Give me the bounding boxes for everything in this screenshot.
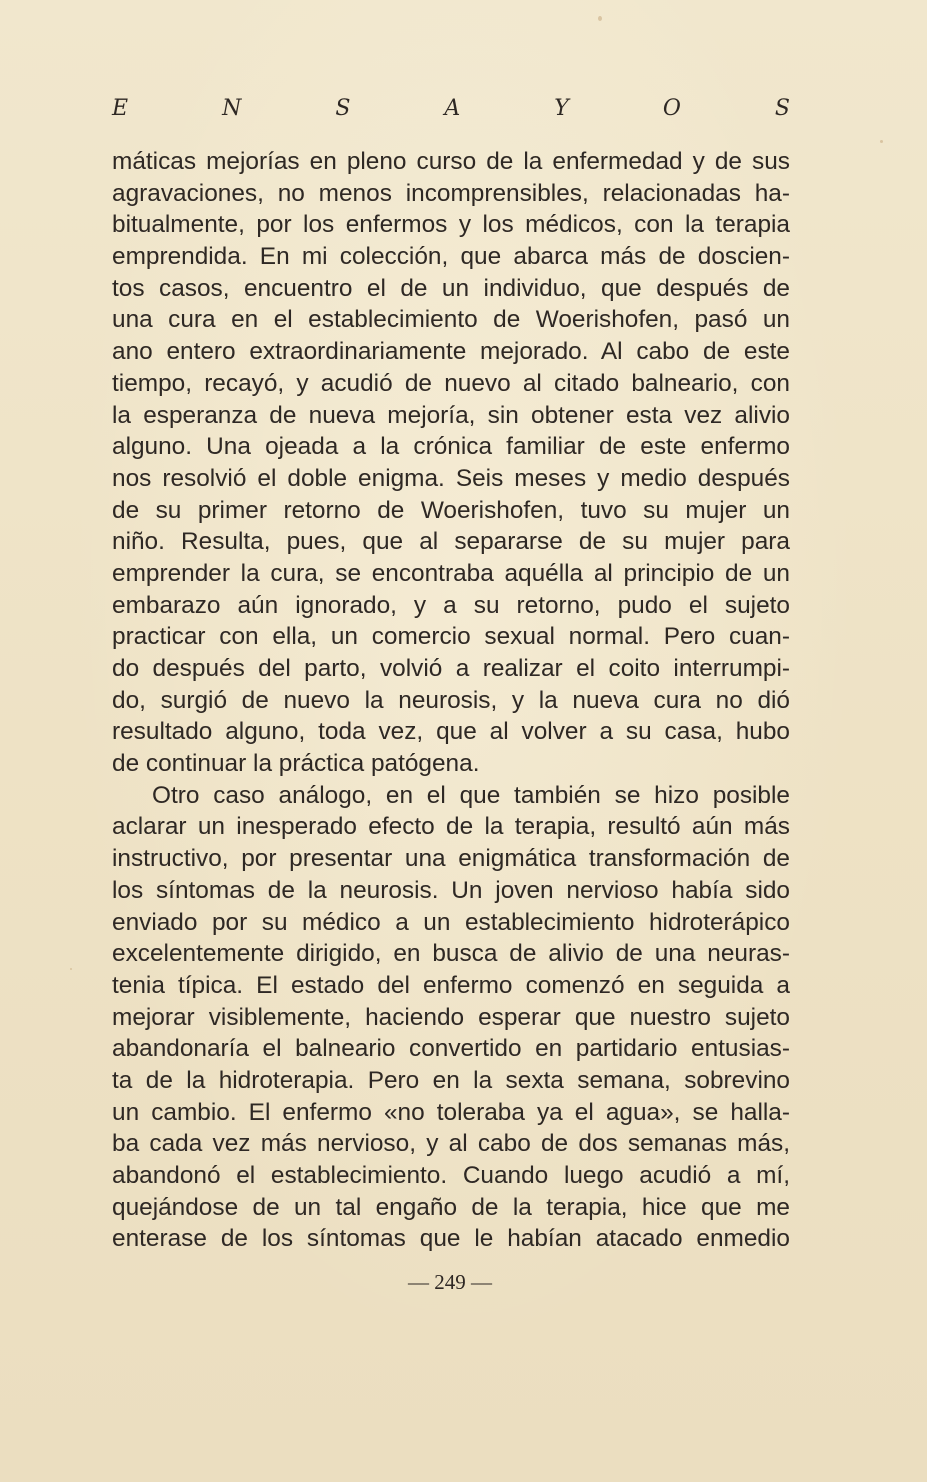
header-letter: S: [774, 95, 790, 121]
text-line: do después del parto, volvió a realizar el coito interrumpi-: [112, 655, 790, 682]
text-line: bitualmente, por los enfermos y los médicos, con la terapia: [112, 211, 790, 239]
paragraph-1: [112, 146, 790, 780]
paper-speck: [70, 968, 72, 970]
running-header: [112, 92, 790, 124]
header-letter: S: [335, 95, 351, 121]
paper-speck: [880, 140, 883, 143]
text-line: emprender la cura, se encontraba aquélla al principio de un: [112, 559, 790, 587]
page-number: — 249 —: [408, 1270, 492, 1294]
text-line: un cambio. El enfermo «no toleraba ya el agua», se halla-: [112, 1098, 790, 1126]
header-letter: A: [444, 95, 461, 121]
header-letter: Y: [554, 95, 569, 121]
text-line: de continuar la práctica patógena.: [112, 750, 480, 778]
text-line: tos casos, encuentro el de un individuo, que después de: [112, 274, 790, 302]
header-letter: O: [662, 95, 681, 121]
paragraph-2: [112, 780, 790, 1255]
text-line: do, surgió de nuevo la neurosis, y la nueva cura no dió: [112, 686, 790, 714]
header-letter: N: [222, 95, 242, 121]
text-line: resultado alguno, toda vez, que al volver a su casa, hubo: [112, 718, 790, 746]
text-line: ano entero extraordinariamente mejorado. Al cabo de este: [112, 338, 790, 366]
header-letter: E: [112, 95, 129, 121]
text-line: aclarar un inesperado efecto de la terapia, resultó aún más: [112, 813, 790, 841]
body-text: [112, 146, 790, 1255]
paper-speck: [598, 16, 602, 21]
text-line: enterase de los síntomas que le habían atacado enmedio: [112, 1225, 790, 1253]
text-line: los síntomas de la neurosis. Un joven nervioso había sido: [112, 876, 790, 904]
text-line: tenia típica. El estado del enfermo comenzó en seguida a: [112, 971, 790, 999]
text-line: enviado por su médico a un establecimiento hidroterápico: [112, 908, 790, 936]
text-line: excelentemente dirigido, en busca de alivio de una neuras-: [112, 940, 790, 968]
text-line: nos resolvió el doble enigma. Seis meses y medio después: [112, 464, 790, 492]
text-line: instructivo, por presentar una enigmática transformación de: [112, 845, 790, 873]
text-line: la esperanza de nueva mejoría, sin obtener esta vez alivio: [112, 401, 790, 429]
text-line: mejorar visiblemente, haciendo esperar que nuestro sujeto: [112, 1003, 790, 1031]
text-line: quejándose de un tal engaño de la terapia, hice que me: [112, 1193, 790, 1221]
text-line: abandonó el establecimiento. Cuando luego acudió a mí,: [112, 1162, 790, 1189]
text-line: alguno. Una ojeada a la crónica familiar de este enfermo: [112, 433, 790, 461]
text-line: niño. Resulta, pues, que al separarse de su mujer para: [112, 528, 790, 556]
text-line: embarazo aún ignorado, y a su retorno, pudo el sujeto: [112, 591, 790, 619]
text-line: tiempo, recayó, y acudió de nuevo al citado balneario, con: [112, 369, 790, 397]
text-line: una cura en el establecimiento de Woerishofen, pasó un: [112, 306, 790, 334]
text-line: abandonaría el balneario convertido en partidario entusias-: [112, 1035, 790, 1063]
text-line: emprendida. En mi colección, que abarca más de doscien-: [112, 243, 790, 271]
text-line: ta de la hidroterapia. Pero en la sexta semana, sobrevino: [112, 1066, 790, 1094]
text-line: Otro caso análogo, en el que también se hizo posible: [152, 781, 790, 809]
text-line: máticas mejorías en pleno curso de la enfermedad y de sus: [112, 148, 790, 175]
text-line: practicar con ella, un comercio sexual normal. Pero cuan-: [112, 623, 790, 651]
text-line: ba cada vez más nervioso, y al cabo de dos semanas más,: [112, 1130, 790, 1158]
text-line: de su primer retorno de Woerishofen, tuvo su mujer un: [112, 496, 790, 524]
text-line: agravaciones, no menos incomprensibles, relacionadas ha-: [112, 179, 790, 207]
